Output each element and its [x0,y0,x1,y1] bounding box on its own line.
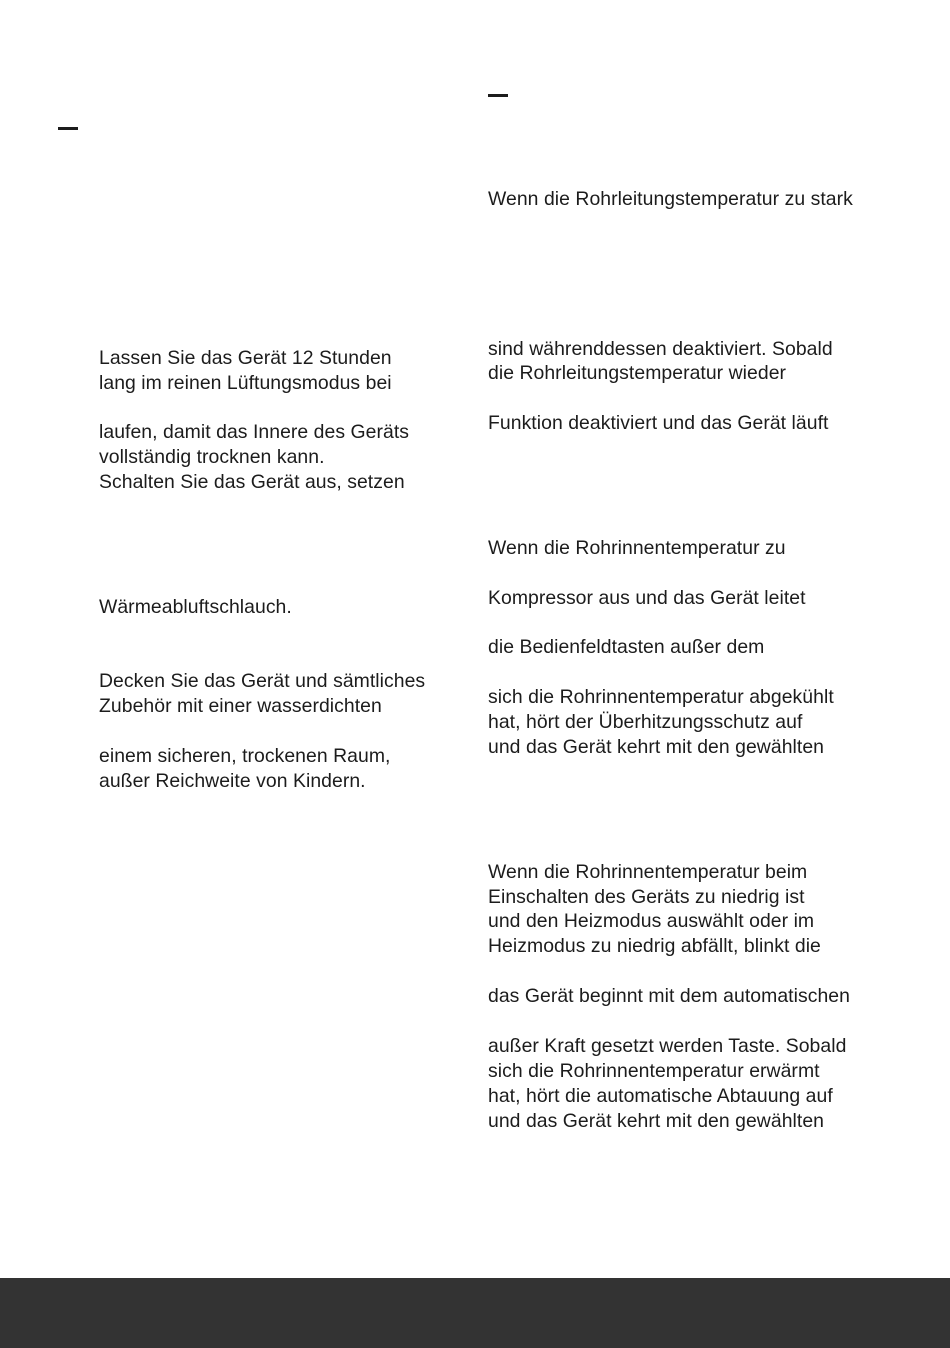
text-line: sich die Rohrinnentemperatur erwärmt [488,1060,820,1082]
text-line: die Rohrleitungstemperatur wieder [488,362,787,384]
text-line: das Gerät beginnt mit dem automatischen [488,985,850,1007]
text-line: Zubehör mit einer wasserdichten [99,695,382,717]
text-line: sind währenddessen deaktiviert. Sobald [488,338,833,360]
text-line: Wärmeabluftschlauch. [99,596,292,618]
text-line: laufen, damit das Innere des Geräts [99,421,410,443]
section-dash-left [58,127,78,130]
text-line: Funktion deaktiviert und das Gerät läuft [488,412,829,434]
text-line: und den Heizmodus auswählt oder im [488,910,815,932]
text-line: lang im reinen Lüftungsmodus bei [99,372,392,394]
text-line: vollständig trocknen kann. [99,446,325,468]
text-line: und das Gerät kehrt mit den gewählten [488,736,824,758]
text-line: Wenn die Rohrinnentemperatur zu [488,537,786,559]
text-line: Wenn die Rohrinnentemperatur beim [488,861,808,883]
footer-bar [0,1278,950,1348]
text-line: außer Reichweite von Kindern. [99,770,366,792]
text-line: Schalten Sie das Gerät aus, setzen [99,471,405,493]
text-line: Einschalten des Geräts zu niedrig ist [488,886,805,908]
text-line: Heizmodus zu niedrig abfällt, blinkt die [488,935,821,957]
text-line: Lassen Sie das Gerät 12 Stunden [99,347,392,369]
section-dash-right [488,94,508,97]
text-line: Kompressor aus und das Gerät leitet [488,587,806,609]
text-line: hat, hört der Überhitzungsschutz auf [488,711,803,733]
text-line: sich die Rohrinnentemperatur abgekühlt [488,686,834,708]
text-line: und das Gerät kehrt mit den gewählten [488,1110,824,1132]
text-line: die Bedienfeldtasten außer dem [488,636,765,658]
text-line: hat, hört die automatische Abtauung auf [488,1085,833,1107]
text-line: Decken Sie das Gerät und sämtliches [99,670,426,692]
text-line: einem sicheren, trockenen Raum, [99,745,391,767]
text-line: Wenn die Rohrleitungstemperatur zu stark [488,188,853,210]
text-line: außer Kraft gesetzt werden Taste. Sobald [488,1035,847,1057]
